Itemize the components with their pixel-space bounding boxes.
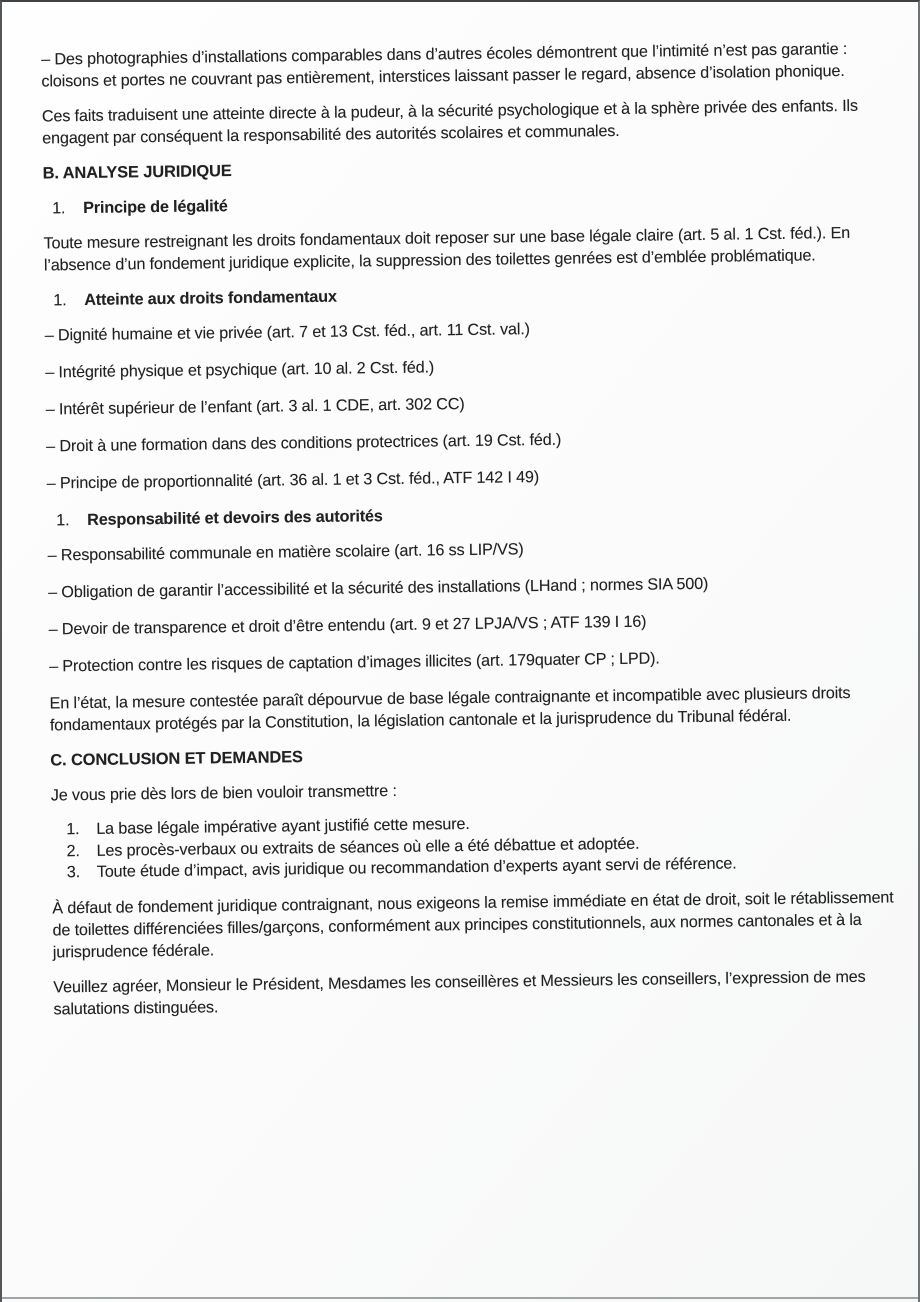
section-c-heading: C. CONCLUSION ET DEMANDES [50,748,303,770]
photo-bottom-edge [2,1297,918,1299]
intro-consequence-paragraph: Ces faits traduisent une atteinte directe à la pudeur, à la sécurité psychologique et à la sphère privée des enfants. Ils engagent par conséquent la responsabilité des autorités scolaires et communales. [41,96,858,148]
subheading-responsabilite-autorites [47,498,890,531]
finding-photographies-paragraph: – Des photographies d’installations comparables dans d’autres écoles démontrent que l’intimité n’est pas garantie : cloisons et portes ne couvrant pas entièrement, interstices laissant passer le regard, absence d’isolation phonique. [41,39,848,91]
subheading-principe-legalite [43,186,886,219]
closing-salutation-paragraph: Veuillez agréer, Monsieur le Président, Mesdames les conseillères et Messieurs les conseillers, l’expression de mes salutations distinguées. [53,967,866,1018]
demand-number: 2. [66,841,80,860]
demand-number: 3. [66,863,81,882]
etat-conclusion-paragraph: En l’état, la mesure contestée paraît dépourvue de base légale contraignante et incompatible avec plusieurs droits fondamentaux protégés par la Constitution, la législation cantonale et la jurisprudence du Tribunal fédéral. [49,683,851,735]
demand-text: Toute étude d’impact, avis juridique ou recommandation d’experts ayant servi de référence. [96,854,737,881]
legalite-paragraph: Toute mesure restreignant les droits fondamentaux doit reposer sur une base légale claire (art. 5 al. 1 Cst. féd.). En l’absence d’un fondement juridique explicite, la suppression des toilettes genrées est d’emblée problématique. [43,223,851,275]
subheading-atteinte-droits [44,278,887,311]
autorites-item: – Protection contre les risques de captation d’images illicites (art. 179quater CP ; LPD). [49,649,660,676]
autorites-item: – Responsabilité communale en matière scolaire (art. 16 ss LIP/VS) [47,540,524,565]
droits-item: – Principe de proportionnalité (art. 36 al. 1 et 3 Cst. féd., ATF 142 I 49) [46,468,540,493]
subheading-title: Principe de légalité [83,197,228,217]
droits-item: – Dignité humaine et vie privée (art. 7 et 13 Cst. féd., art. 11 Cst. val.) [44,320,530,345]
autorites-item: – Obligation de garantir l’accessibilité et la sécurité des installations (LHand ; normes SIA 500) [48,574,709,602]
exigence-remise-paragraph: À défaut de fondement juridique contraignant, nous exigeons la remise immédiate en état de droit, soit le rétablissement de toilettes différenciées filles/garçons, conformément aux principes constitutionnels, aux normes cantonales et à la jurisprudence fédérale. [52,887,894,961]
droits-item: – Droit à une formation dans des conditions protectrices (art. 19 Cst. féd.) [46,430,562,456]
subheading-title: Responsabilité et devoirs des autorités [87,507,383,529]
demand-text: Les procès-verbaux ou extraits de séances où elle a été débattue et adoptée. [96,834,640,860]
demand-number: 1. [66,820,80,839]
subheading-number: 1. [53,291,67,310]
letter-body [41,37,897,1032]
subheading-number: 1. [56,511,70,530]
autorites-item: – Devoir de transparence et droit d’être entendu (art. 9 et 27 LPJA/VS ; ATF 139 I 16) [48,612,647,639]
subheading-title: Atteinte aux droits fondamentaux [84,287,337,309]
section-b-heading: B. ANALYSE JURIDIQUE [42,162,232,183]
demand-text: La base légale impérative ayant justifié cette mesure. [96,814,470,838]
droits-item: – Intégrité physique et psychique (art. 10 al. 2 Cst. féd.) [45,358,435,382]
droits-item: – Intérêt supérieur de l’enfant (art. 3 al. 1 CDE, art. 302 CC) [45,395,465,419]
demands-list [51,808,895,884]
subheading-number: 1. [52,199,66,218]
transmettre-lead-paragraph: Je vous prie dès lors de bien vouloir transmettre : [50,781,397,805]
